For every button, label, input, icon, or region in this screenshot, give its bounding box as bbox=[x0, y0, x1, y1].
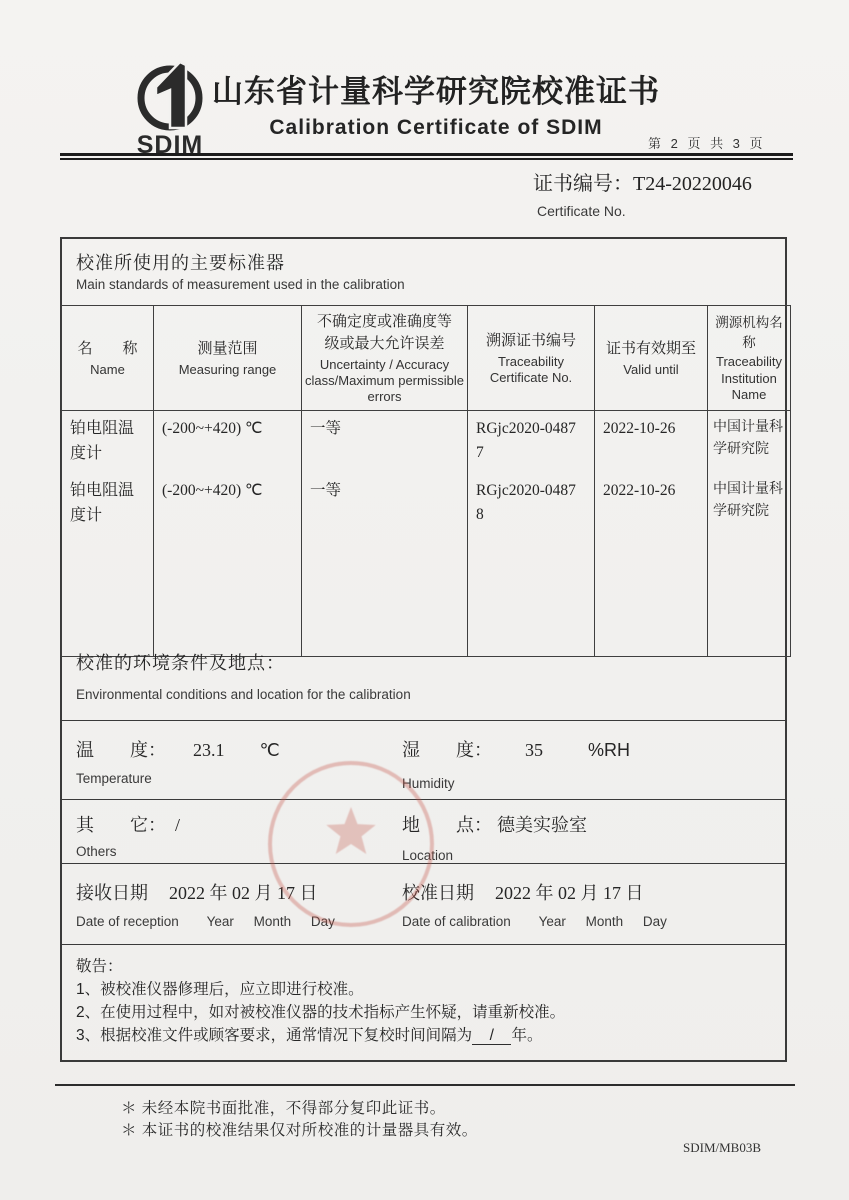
content-frame bbox=[60, 237, 787, 1062]
col-name bbox=[62, 306, 154, 411]
calibration-date-units-en: Year Month Day bbox=[538, 914, 667, 929]
table-row bbox=[62, 411, 791, 473]
others-label-en: Others bbox=[76, 844, 117, 859]
footer-note-1: ＊ 未经本院书面批准，不得部分复印此证书。 bbox=[121, 1100, 446, 1117]
col-valid-until-en: Valid until bbox=[623, 361, 679, 377]
table-header-row bbox=[62, 306, 791, 411]
environment-section-title-en: Environmental conditions and location for the calibration bbox=[76, 687, 411, 702]
footer-note-2: ＊ 本证书的校准结果仅对所校准的计量器具有效。 bbox=[121, 1122, 478, 1139]
others-value: / bbox=[175, 815, 181, 835]
col-institution bbox=[708, 306, 791, 411]
humidity-label: 湿 度： bbox=[402, 740, 492, 760]
reception-date-label: 接收日期 bbox=[76, 883, 148, 903]
col-trace-no bbox=[468, 306, 595, 411]
divider bbox=[62, 720, 785, 721]
calibration-date-label-en: Date of calibration bbox=[402, 914, 511, 929]
temperature-unit: ℃ bbox=[259, 740, 280, 760]
standards-section-title: 校准所使用的主要标准器 bbox=[76, 253, 285, 273]
standards-table bbox=[61, 305, 791, 657]
certificate-number-value: T24-20220046 bbox=[633, 173, 752, 195]
cell-trace-no: RGjc2020-04877 bbox=[468, 411, 595, 473]
page-number: 第 2 页 共 3 页 bbox=[648, 136, 766, 151]
col-institution-en: Traceability Institution Name bbox=[716, 354, 782, 402]
humidity-unit: %RH bbox=[588, 740, 631, 760]
notice-item-2: 2、在使用过程中，如对被校准仪器的技术指标产生怀疑，请重新校准。 bbox=[76, 1004, 566, 1021]
col-uncertainty-en: Uncertainty / Accuracy class/Maximum permissible errors bbox=[305, 356, 464, 404]
divider bbox=[62, 863, 785, 864]
others-label: 其 它： bbox=[76, 815, 166, 835]
logo-sdim-text: SDIM bbox=[136, 131, 204, 158]
calibration-date-block bbox=[402, 879, 667, 929]
col-trace-no-zh: 溯源证书编号 bbox=[485, 332, 576, 349]
humidity-block bbox=[402, 736, 630, 791]
certificate-number bbox=[533, 167, 752, 196]
col-uncertainty-zh: 不确定度或准确度等级或最大允许误差 bbox=[316, 313, 452, 352]
divider bbox=[62, 799, 785, 800]
cell-trace-no: RGjc2020-04878 bbox=[468, 473, 595, 535]
cell-range: (-200~+420) ℃ bbox=[154, 411, 302, 473]
col-institution-zh: 溯源机构名称 bbox=[715, 315, 783, 350]
table-row bbox=[62, 473, 791, 535]
notice-item-3-interval: / bbox=[474, 1027, 510, 1044]
cell-accuracy: 一等 bbox=[302, 411, 468, 473]
sdim-logo-icon bbox=[120, 60, 220, 158]
form-code: SDIM/MB03B bbox=[683, 1140, 762, 1155]
cell-name: 铂电阻温度计 bbox=[62, 411, 154, 473]
col-uncertainty bbox=[302, 306, 468, 411]
cell-name: 铂电阻温度计 bbox=[62, 473, 154, 535]
col-range bbox=[154, 306, 302, 411]
cell-institution: 中国计量科学研究院 bbox=[708, 411, 791, 473]
divider bbox=[62, 944, 785, 945]
location-block bbox=[402, 811, 587, 863]
notice-title: 敬告： bbox=[76, 958, 123, 975]
notice-item-1: 1、被校准仪器修理后，应立即进行校准。 bbox=[76, 981, 364, 998]
notice-item-3 bbox=[76, 1024, 766, 1047]
temperature-label: 温 度： bbox=[76, 740, 166, 760]
page-title: 山东省计量科学研究院校准证书 bbox=[212, 74, 660, 109]
footer-divider bbox=[55, 1084, 795, 1086]
col-range-zh: 测量范围 bbox=[197, 340, 258, 358]
notice-block bbox=[76, 955, 766, 1047]
col-range-en: Measuring range bbox=[178, 361, 277, 377]
col-trace-no-en: Traceability Certificate No. bbox=[489, 353, 573, 385]
col-valid-until-zh: 证书有效期至 bbox=[605, 340, 696, 358]
location-label: 地 点： bbox=[402, 815, 492, 835]
notice-item-3-text: 3、根据校准文件或顾客要求，通常情况下复校时间间隔为 bbox=[76, 1027, 473, 1044]
cell-valid-until: 2022-10-26 bbox=[595, 473, 708, 535]
reception-date-value: 2022 年 02 月 17 日 bbox=[169, 883, 318, 903]
reception-date-units-en: Year Month Day bbox=[206, 914, 335, 929]
cell-institution: 中国计量科学研究院 bbox=[708, 473, 791, 535]
col-name-en: Name bbox=[90, 361, 125, 377]
col-valid-until bbox=[595, 306, 708, 411]
temperature-label-en: Temperature bbox=[76, 771, 152, 786]
environment-section-title: 校准的环境条件及地点： bbox=[76, 653, 285, 673]
page-title-en: Calibration Certificate of SDIM bbox=[269, 116, 603, 139]
cell-valid-until: 2022-10-26 bbox=[595, 411, 708, 473]
humidity-value: 35 bbox=[525, 740, 544, 760]
location-value: 德美实验室 bbox=[497, 815, 588, 835]
humidity-label-en: Humidity bbox=[402, 776, 455, 791]
certificate-number-label: 证书编号： bbox=[533, 173, 633, 195]
header-divider bbox=[60, 153, 793, 160]
others-block bbox=[76, 811, 180, 859]
temperature-value: 23.1 bbox=[193, 740, 225, 760]
cell-range: (-200~+420) ℃ bbox=[154, 473, 302, 535]
reception-date-block bbox=[76, 879, 335, 929]
notice-item-3-suffix: 年。 bbox=[511, 1027, 543, 1044]
temperature-block bbox=[76, 736, 280, 786]
calibration-date-label: 校准日期 bbox=[402, 883, 474, 903]
table-filler-row bbox=[62, 534, 791, 656]
standards-section-title-en: Main standards of measurement used in the calibration bbox=[76, 277, 405, 292]
location-label-en: Location bbox=[402, 848, 454, 863]
certificate-number-en: Certificate No. bbox=[537, 203, 626, 219]
cell-accuracy: 一等 bbox=[302, 473, 468, 535]
col-name-zh: 名 称 bbox=[77, 340, 138, 358]
calibration-date-value: 2022 年 02 月 17 日 bbox=[495, 883, 644, 903]
reception-date-label-en: Date of reception bbox=[76, 914, 179, 929]
